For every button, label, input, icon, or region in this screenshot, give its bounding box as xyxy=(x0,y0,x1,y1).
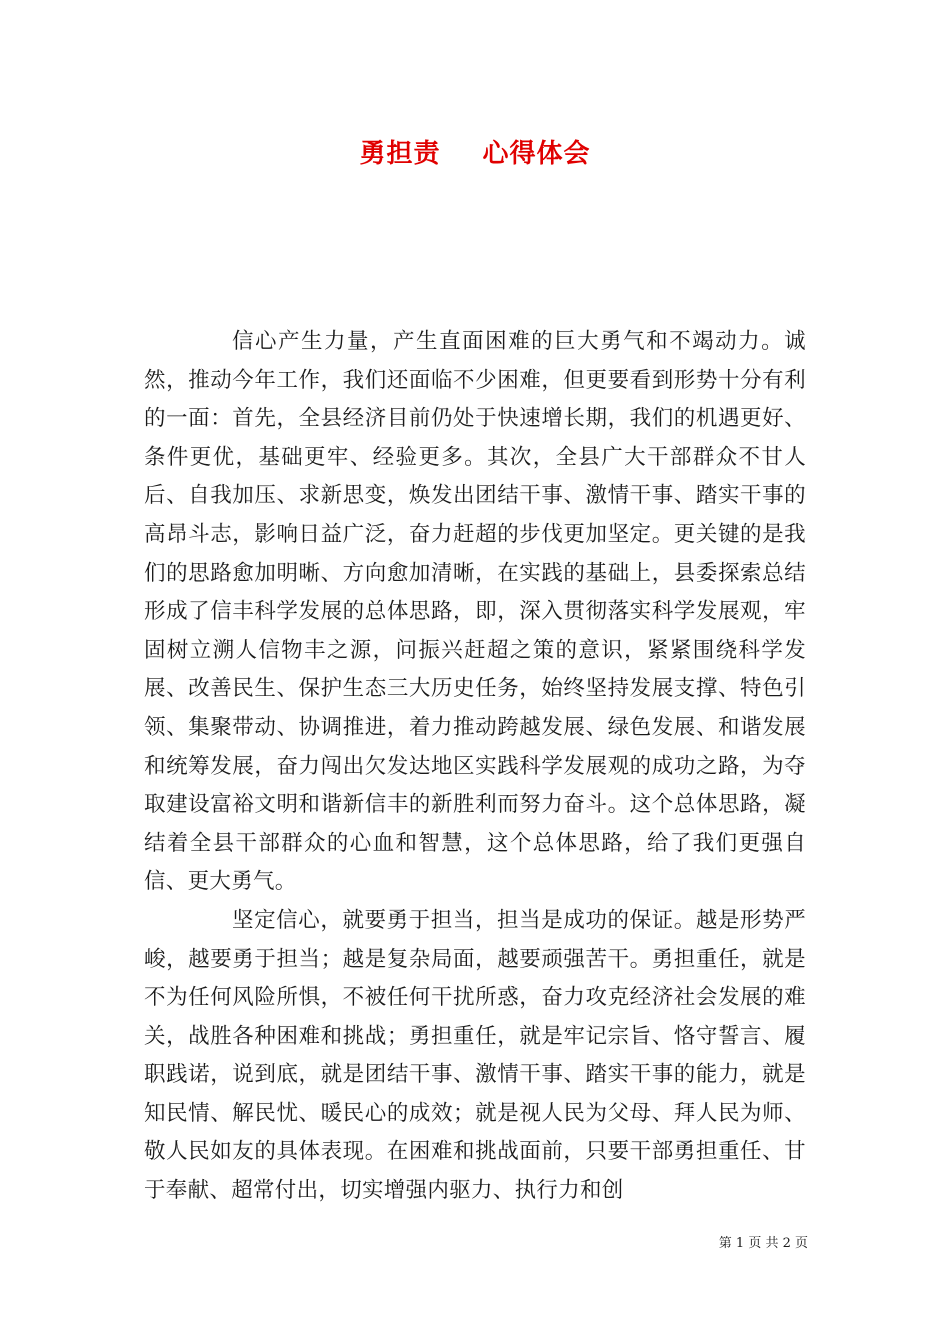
title-part-1: 勇担责 xyxy=(359,139,441,169)
paragraph-2: 坚定信心，就要勇于担当，担当是成功的保证。越是形势严峻，越要勇于担当；越是复杂局面，越要顽强苦干。勇担重任，就是不为任何风险所惧，不被任何干扰所惑，奋力攻克经济社会发展的难关，战胜各种困难和挑战；勇担重任，就是牢记宗旨、恪守誓言、履职践诺，说到底，就是团结干事、激情干事、踏实干事的能力，就是知民情、解民忧、暖民心的成效；就是视人民为父母、拜人民为师、敬人民如友的具体表现。在困难和挑战面前，只要干部勇担重任、甘于奉献、超常付出，切实增强内驱力、执行力和创 xyxy=(144,907,806,1204)
title-part-2: 心得体会 xyxy=(482,139,591,169)
body-text xyxy=(144,323,806,1211)
page-title xyxy=(0,133,950,170)
page-number-footer: 第 1 页 共 2 页 xyxy=(718,1236,808,1251)
paragraph-1: 信心产生力量，产生直面困难的巨大勇气和不竭动力。诚然，推动今年工作，我们还面临不少困难，但更要看到形势十分有利的一面：首先，全县经济目前仍处于快速增长期，我们的机遇更好、条件更优，基础更牢、经验更多。其次，全县广大干部群众不甘人后、自我加压、求新思变，焕发出团结干事、激情干事、踏实干事的高昂斗志，影响日益广泛，奋力赶超的步伐更加坚定。更关键的是我们的思路愈加明晰、方向愈加清晰，在实践的基础上，县委探索总结形成了信丰科学发展的总体思路，即，深入贯彻落实科学发展观，牢固树立溯人信物丰之源，问振兴赶超之策的意识，紧紧围绕科学发展、改善民生、保护生态三大历史任务，始终坚持发展支撑、特色引领、集聚带动、协调推进，着力推动跨越发展、绿色发展、和谐发展和统筹发展，奋力闯出欠发达地区实践科学发展观的成功之路，为夺取建设富裕文明和谐新信丰的新胜利而努力奋斗。这个总体思路，凝结着全县干部群众的心血和智慧，这个总体思路，给了我们更强自信、更大勇气。 xyxy=(144,329,806,895)
